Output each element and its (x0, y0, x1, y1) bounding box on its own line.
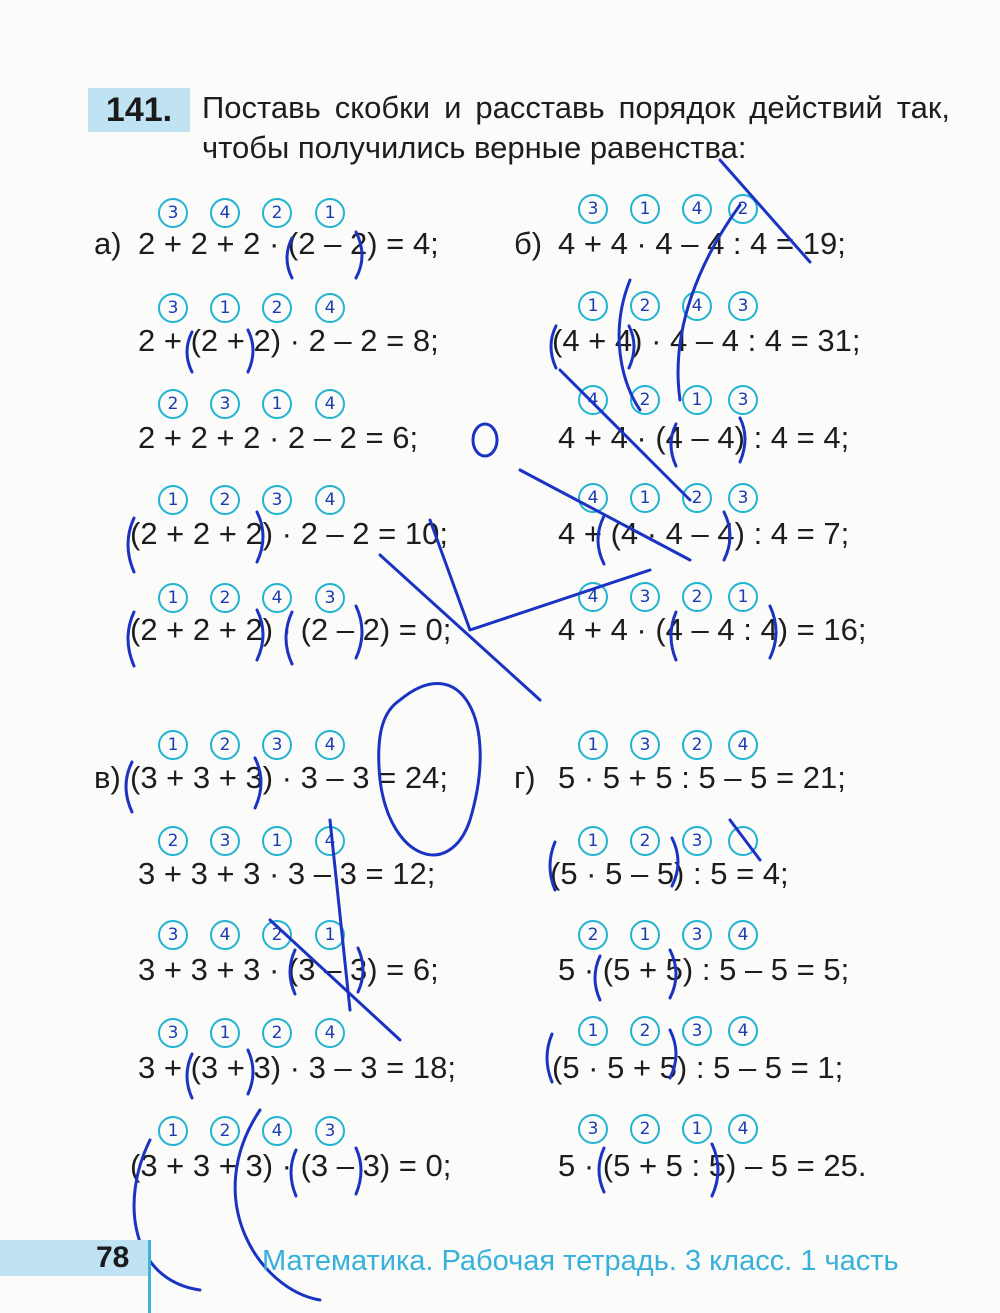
order-circle: 3 (682, 920, 712, 950)
order-circle: 2 (682, 730, 712, 760)
order-circle: 4 (315, 730, 345, 760)
order-circle: 1 (682, 385, 712, 415)
exercise-instruction: Поставь скобки и расставь порядок действий так, чтобы получились верные равенства: (202, 90, 950, 165)
equation-g-1: 5 · 5 + 5 : 5 – 5 = 21; (558, 760, 846, 795)
book-title: Математика. Рабочая тетрадь. 3 класс. 1 часть (262, 1245, 899, 1277)
order-circle (728, 826, 758, 856)
order-circle: 1 (630, 194, 660, 224)
order-circle: 4 (728, 1016, 758, 1046)
equation-a-3: 2 + 2 + 2 · 2 – 2 = 6; (138, 420, 419, 455)
group-label-g: г) (514, 760, 536, 795)
order-circle: 3 (262, 485, 292, 515)
order-circle: 4 (262, 1116, 292, 1146)
order-circle: 4 (210, 920, 240, 950)
order-circle: 2 (210, 1116, 240, 1146)
order-circle: 4 (315, 826, 345, 856)
order-circle: 1 (210, 293, 240, 323)
order-circle: 2 (210, 485, 240, 515)
order-circle: 3 (682, 826, 712, 856)
order-circle: 3 (158, 1018, 188, 1048)
order-circle: 1 (578, 826, 608, 856)
order-circle: 3 (682, 1016, 712, 1046)
equation-v-4: 3 + (3 + 3) · 3 – 3 = 18; (138, 1050, 456, 1085)
equation-a-2: 2 + (2 + 2) · 2 – 2 = 8; (138, 323, 439, 358)
order-circle: 1 (262, 389, 292, 419)
equation-b-4: 4 + (4 · 4 – 4) : 4 = 7; (558, 516, 850, 551)
order-circle: 1 (315, 198, 345, 228)
equation-g-2: (5 · 5 – 5) : 5 = 4; (550, 856, 789, 891)
order-circle: 2 (630, 385, 660, 415)
order-circle: 4 (728, 730, 758, 760)
order-circle: 2 (630, 826, 660, 856)
order-circle: 2 (630, 1114, 660, 1144)
order-circle: 1 (578, 1016, 608, 1046)
order-circle: 4 (315, 293, 345, 323)
equation-g-3: 5 · (5 + 5) : 5 – 5 = 5; (558, 952, 850, 987)
order-circle: 1 (315, 920, 345, 950)
order-circle: 1 (158, 485, 188, 515)
order-circle: 4 (682, 291, 712, 321)
order-circle: 4 (315, 389, 345, 419)
order-circle: 3 (630, 730, 660, 760)
equation-v-5: (3 + 3 + 3) · (3 – 3) = 0; (130, 1148, 452, 1183)
equation-v-2: 3 + 3 + 3 · 3 – 3 = 12; (138, 856, 436, 891)
order-circle: 4 (682, 194, 712, 224)
order-circle: 3 (578, 1114, 608, 1144)
order-circle: 1 (158, 1116, 188, 1146)
equation-a-5: (2 + 2 + 2) · (2 – 2) = 0; (130, 612, 452, 647)
order-circle: 1 (630, 920, 660, 950)
order-circle: 4 (578, 483, 608, 513)
order-circle: 3 (728, 385, 758, 415)
order-circle: 3 (158, 198, 188, 228)
order-circle: 4 (578, 582, 608, 612)
order-circle: 4 (578, 385, 608, 415)
order-circle: 3 (210, 389, 240, 419)
equation-b-5: 4 + 4 · (4 – 4 : 4) = 16; (558, 612, 867, 647)
order-circle: 3 (630, 582, 660, 612)
page-number: 78 (96, 1241, 130, 1274)
order-circle: 3 (728, 483, 758, 513)
order-circle: 1 (262, 826, 292, 856)
order-circle: 2 (630, 1016, 660, 1046)
order-circle: 2 (262, 920, 292, 950)
order-circle: 2 (728, 194, 758, 224)
order-circle: 2 (630, 291, 660, 321)
order-circle: 2 (158, 389, 188, 419)
order-circle: 2 (158, 826, 188, 856)
exercise-number: 141. (88, 88, 190, 132)
equation-b-3: 4 + 4 · (4 – 4) : 4 = 4; (558, 420, 850, 455)
order-circle: 3 (158, 293, 188, 323)
order-circle: 3 (728, 291, 758, 321)
footer-divider (148, 1240, 151, 1313)
group-label-a: а) (94, 226, 122, 261)
order-circle: 2 (262, 293, 292, 323)
order-circle: 3 (158, 920, 188, 950)
equation-a-4: (2 + 2 + 2) · 2 – 2 = 10; (130, 516, 448, 551)
order-circle: 1 (728, 582, 758, 612)
order-circle: 2 (262, 1018, 292, 1048)
order-circle: 2 (210, 730, 240, 760)
equation-b-1: 4 + 4 · 4 – 4 : 4 = 19; (558, 226, 846, 261)
order-circle: 4 (210, 198, 240, 228)
order-circle: 1 (630, 483, 660, 513)
group-label-b: б) (514, 226, 543, 261)
equation-b-2: (4 + 4) · 4 – 4 : 4 = 31; (552, 323, 861, 358)
order-circle: 1 (578, 291, 608, 321)
order-circle: 3 (210, 826, 240, 856)
order-circle: 2 (210, 583, 240, 613)
order-circle: 3 (578, 194, 608, 224)
order-circle: 2 (682, 582, 712, 612)
order-circle: 2 (578, 920, 608, 950)
order-circle: 4 (315, 485, 345, 515)
equation-v-3: 3 + 3 + 3 · (3 – 3) = 6; (138, 952, 439, 987)
equation-g-4: (5 · 5 + 5) : 5 – 5 = 1; (552, 1050, 844, 1085)
order-circle: 2 (262, 198, 292, 228)
order-circle: 3 (315, 1116, 345, 1146)
order-circle: 1 (158, 730, 188, 760)
equation-g-5: 5 · (5 + 5 : 5) – 5 = 25. (558, 1148, 867, 1183)
order-circle: 4 (262, 583, 292, 613)
group-label-v: в) (94, 760, 121, 795)
order-circle: 2 (682, 483, 712, 513)
order-circle: 1 (578, 730, 608, 760)
order-circle: 1 (158, 583, 188, 613)
equation-a-1: 2 + 2 + 2 · (2 – 2) = 4; (138, 226, 439, 261)
order-circle: 3 (262, 730, 292, 760)
order-circle: 4 (315, 1018, 345, 1048)
equation-v-1: (3 + 3 + 3) · 3 – 3 = 24; (130, 760, 448, 795)
order-circle: 4 (728, 1114, 758, 1144)
order-circle: 4 (728, 920, 758, 950)
order-circle: 1 (210, 1018, 240, 1048)
order-circle: 3 (315, 583, 345, 613)
order-circle: 1 (682, 1114, 712, 1144)
